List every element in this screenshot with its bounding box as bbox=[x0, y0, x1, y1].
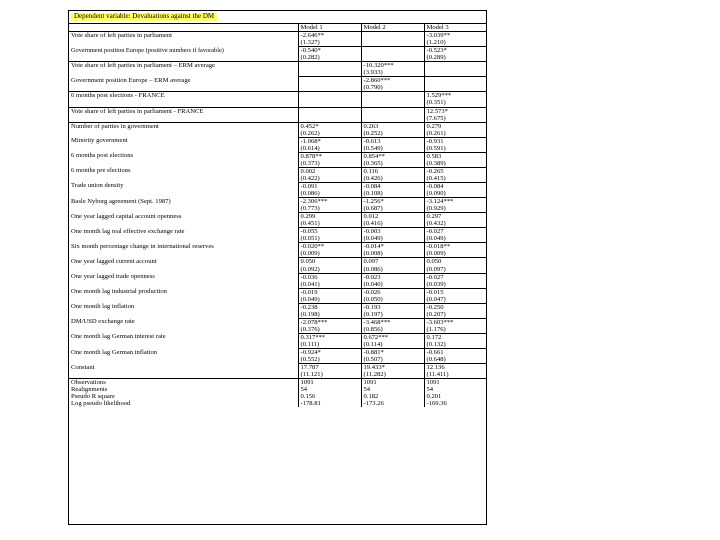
model-1-value bbox=[298, 77, 361, 85]
row-label: One month lag industrial production bbox=[69, 288, 298, 296]
row-label bbox=[69, 326, 298, 334]
model-1-value: -0.036 bbox=[298, 273, 361, 281]
model-1-value: -1.068* bbox=[298, 137, 361, 145]
model-2-value: -0.084 bbox=[361, 182, 424, 190]
model-2-value bbox=[361, 99, 424, 107]
model-1-value: -0.055 bbox=[298, 228, 361, 236]
model-1-value bbox=[298, 69, 361, 77]
model-2-value bbox=[361, 54, 424, 62]
row-label: Vote share of left parties in parliament bbox=[69, 32, 298, 40]
row-label: Pseudo R square bbox=[69, 393, 298, 400]
table-row bbox=[69, 92, 486, 100]
table-row bbox=[69, 318, 486, 326]
model-3-value: (0.132) bbox=[426, 340, 446, 348]
row-label: Trade union density bbox=[69, 182, 298, 190]
table-title: Dependent variable: Devaluations against the DM bbox=[71, 13, 217, 20]
model-1-value: 0.002 bbox=[298, 167, 361, 175]
model-3-value: 0.201 bbox=[426, 393, 442, 401]
model-3-value bbox=[424, 84, 486, 92]
model-1-value: (0.451) bbox=[298, 220, 361, 228]
model-3-value: (1.176) bbox=[426, 325, 446, 333]
model-3-value: 1091 bbox=[424, 379, 486, 387]
model-2-value: -1.256* bbox=[361, 198, 424, 206]
model-1-value: (0.373) bbox=[298, 160, 361, 168]
table-row bbox=[69, 84, 486, 92]
model-2-value: (0.040) bbox=[361, 281, 424, 289]
model-3-value: 0.583 bbox=[424, 152, 486, 160]
header-model-3: Model 3 bbox=[424, 24, 486, 32]
model-3-value: -0.661 bbox=[424, 349, 486, 357]
header-model-2: Model 2 bbox=[361, 24, 424, 32]
table-title-cell bbox=[69, 11, 486, 24]
table-row bbox=[69, 137, 486, 145]
model-3-value: 1.529*** bbox=[424, 92, 486, 100]
row-label: Realignments bbox=[69, 386, 298, 393]
row-label bbox=[69, 99, 298, 107]
row-label: Government position Europe (positive numbers if favorable) bbox=[69, 47, 298, 55]
row-label: Observations bbox=[69, 379, 298, 387]
model-2-value: (0.049) bbox=[361, 235, 424, 243]
model-3-value: -3.124*** bbox=[424, 198, 486, 206]
row-label: Number of parties in government bbox=[69, 122, 298, 130]
model-3-value: (0.289) bbox=[426, 54, 446, 62]
table-row bbox=[69, 190, 486, 198]
model-1-value: (0.051) bbox=[298, 235, 361, 243]
model-1-value: (0.773) bbox=[298, 205, 361, 213]
model-2-value: -10.320*** bbox=[361, 62, 424, 70]
model-3-value: (0.415) bbox=[426, 174, 446, 182]
row-label: Six month percentage change in international reserves bbox=[69, 243, 298, 251]
model-1-value: -0.020** bbox=[298, 243, 361, 251]
model-3-value: (0.591) bbox=[426, 144, 446, 152]
table-row bbox=[69, 77, 486, 85]
model-2-value: (0.856) bbox=[361, 326, 424, 334]
model-3-value bbox=[424, 77, 486, 85]
model-1-value bbox=[298, 107, 361, 115]
table-row bbox=[69, 356, 486, 364]
model-3-value: -0.015 bbox=[424, 288, 486, 296]
model-2-value: -0.003 bbox=[361, 228, 424, 236]
model-2-value: (0.008) bbox=[361, 250, 424, 258]
row-label bbox=[69, 296, 298, 304]
model-3-value: (1.210) bbox=[426, 39, 446, 47]
model-2-value: -2.860*** bbox=[361, 77, 424, 85]
model-1-value: -0.924* bbox=[298, 349, 361, 357]
model-3-value: (0.047) bbox=[426, 295, 446, 303]
model-3-value: (0.929) bbox=[426, 205, 446, 213]
table-row bbox=[69, 266, 486, 274]
row-label bbox=[69, 220, 298, 228]
row-label bbox=[69, 281, 298, 289]
table-row bbox=[69, 32, 486, 40]
table-row bbox=[69, 273, 486, 281]
model-1-value: -0.540* bbox=[298, 47, 361, 55]
model-2-value bbox=[361, 32, 424, 40]
model-3-value: -3.603*** bbox=[424, 318, 486, 326]
model-3-value bbox=[424, 69, 486, 77]
table-row bbox=[69, 258, 486, 266]
table-row bbox=[69, 349, 486, 357]
model-1-value bbox=[298, 92, 361, 100]
model-1-value: 54 bbox=[298, 386, 361, 393]
model-1-value: -2.306*** bbox=[298, 198, 361, 206]
row-label: Vote share of left parties in parliament – ERM average bbox=[69, 62, 298, 70]
model-3-value: 12.573* bbox=[424, 107, 486, 115]
regression-table-sheet bbox=[68, 10, 487, 525]
model-1-value: -2.646** bbox=[298, 32, 361, 40]
model-1-value: (0.552) bbox=[298, 356, 361, 364]
model-3-value: (0.261) bbox=[426, 129, 446, 137]
model-2-value: -0.026 bbox=[361, 288, 424, 296]
model-2-value: 0.182 bbox=[361, 393, 424, 400]
model-2-value: -0.023 bbox=[361, 273, 424, 281]
table-row bbox=[69, 205, 486, 213]
table-row bbox=[69, 167, 486, 175]
table-row bbox=[69, 54, 486, 62]
row-label bbox=[69, 39, 298, 47]
model-2-value: 0.854** bbox=[361, 152, 424, 160]
model-1-value: (0.262) bbox=[298, 130, 361, 138]
table-row bbox=[69, 386, 486, 393]
model-2-value: 0.097 bbox=[361, 258, 424, 266]
model-1-value bbox=[298, 84, 361, 92]
model-3-value: (7.675) bbox=[426, 114, 446, 122]
model-3-value: (0.432) bbox=[426, 220, 446, 228]
model-3-value: -0.931 bbox=[424, 137, 486, 145]
table-row bbox=[69, 288, 486, 296]
table-row bbox=[69, 281, 486, 289]
row-label bbox=[69, 356, 298, 364]
table-row bbox=[69, 175, 486, 183]
table-row bbox=[69, 130, 486, 138]
regression-table-body bbox=[69, 11, 486, 407]
model-2-value bbox=[361, 107, 424, 115]
model-1-value: 0.452* bbox=[298, 122, 361, 130]
table-row bbox=[69, 182, 486, 190]
row-label: One month lag German interest rate bbox=[69, 333, 298, 341]
model-1-value: 0.156 bbox=[298, 393, 361, 400]
model-2-value: 0.012 bbox=[361, 213, 424, 221]
row-label: One year lagged current account bbox=[69, 258, 298, 266]
model-1-value: -178.81 bbox=[298, 400, 361, 407]
model-3-value: 0.050 bbox=[424, 258, 486, 266]
model-1-value: (0.282) bbox=[298, 54, 361, 62]
table-row bbox=[69, 296, 486, 304]
row-label: Minority government bbox=[69, 137, 298, 145]
model-3-value: -0.084 bbox=[424, 182, 486, 190]
model-1-value bbox=[298, 62, 361, 70]
model-3-value bbox=[424, 62, 486, 70]
row-label: One year lagged trade openness bbox=[69, 273, 298, 281]
row-label: One month lag real effective exchange rate bbox=[69, 228, 298, 236]
regression-table bbox=[69, 11, 486, 407]
model-1-value: (0.111) bbox=[298, 341, 361, 349]
row-label bbox=[69, 371, 298, 379]
table-row bbox=[69, 160, 486, 168]
model-3-value: -3.039** bbox=[426, 32, 451, 40]
model-1-value: -0.238 bbox=[298, 303, 361, 311]
model-2-value: (0.252) bbox=[361, 130, 424, 138]
model-2-value bbox=[361, 115, 424, 123]
row-label bbox=[69, 205, 298, 213]
model-2-value: (0.549) bbox=[361, 145, 424, 153]
row-label: Vote share of left parties in parliament - FRANCE bbox=[69, 107, 298, 115]
table-row bbox=[69, 326, 486, 334]
row-label: DM/USD exchange rate bbox=[69, 318, 298, 326]
model-1-value: -2.078*** bbox=[298, 318, 361, 326]
row-label bbox=[69, 130, 298, 138]
table-row bbox=[69, 379, 486, 387]
row-label bbox=[69, 311, 298, 319]
model-2-value: 0.263 bbox=[361, 122, 424, 130]
model-2-value: (3.933) bbox=[361, 69, 424, 77]
model-1-value: (0.009) bbox=[298, 250, 361, 258]
model-2-value: 0.672*** bbox=[361, 333, 424, 341]
row-label bbox=[69, 190, 298, 198]
model-3-value: -0.250 bbox=[424, 303, 486, 311]
model-2-value bbox=[361, 92, 424, 100]
model-1-value: (0.614) bbox=[298, 145, 361, 153]
model-2-value: (11.282) bbox=[361, 371, 424, 379]
table-row bbox=[69, 213, 486, 221]
model-1-value: 0.299 bbox=[298, 213, 361, 221]
table-row bbox=[69, 62, 486, 70]
model-3-value: -169.36 bbox=[426, 400, 447, 408]
model-2-value: (0.365) bbox=[361, 160, 424, 168]
model-2-value: (0.050) bbox=[361, 296, 424, 304]
table-row bbox=[69, 250, 486, 258]
row-label bbox=[69, 250, 298, 258]
model-2-value: (0.086) bbox=[361, 266, 424, 274]
table-row bbox=[69, 220, 486, 228]
table-row bbox=[69, 39, 486, 47]
row-label bbox=[69, 160, 298, 168]
model-1-value: (11.121) bbox=[298, 371, 361, 379]
row-label: Government position Europe – ERM average bbox=[69, 77, 298, 85]
row-label: 6 months pre elections bbox=[69, 167, 298, 175]
table-header-row bbox=[69, 24, 486, 32]
row-label bbox=[69, 84, 298, 92]
row-label: One year lagged capital account openness bbox=[69, 213, 298, 221]
model-2-value: (0.197) bbox=[361, 311, 424, 319]
row-label bbox=[69, 235, 298, 243]
model-1-value: 17.787 bbox=[298, 364, 361, 372]
model-3-value: 0.172 bbox=[424, 333, 486, 341]
model-2-value: 0.116 bbox=[361, 167, 424, 175]
row-label bbox=[69, 341, 298, 349]
row-label bbox=[69, 69, 298, 77]
table-row bbox=[69, 107, 486, 115]
model-3-value: -0.265 bbox=[424, 167, 486, 175]
model-2-value: -3.468*** bbox=[361, 318, 424, 326]
model-2-value: (0.790) bbox=[361, 84, 424, 92]
row-label bbox=[69, 115, 298, 123]
model-1-value bbox=[298, 115, 361, 123]
model-3-value: (0.648) bbox=[426, 356, 446, 364]
model-2-value bbox=[361, 39, 424, 47]
model-1-value: 1091 bbox=[298, 379, 361, 387]
table-row bbox=[69, 364, 486, 372]
model-1-value: (1.327) bbox=[298, 39, 361, 47]
row-label: Constant bbox=[69, 364, 298, 372]
model-2-value: 1091 bbox=[361, 379, 424, 387]
row-label bbox=[69, 145, 298, 153]
model-2-value: (0.114) bbox=[361, 341, 424, 349]
model-2-value: (0.687) bbox=[361, 205, 424, 213]
model-1-value: -0.019 bbox=[298, 288, 361, 296]
table-row bbox=[69, 47, 486, 55]
model-2-value: -0.881* bbox=[361, 349, 424, 357]
table-row bbox=[69, 152, 486, 160]
table-row bbox=[69, 393, 486, 400]
table-row bbox=[69, 99, 486, 107]
table-row bbox=[69, 198, 486, 206]
model-1-value: (0.041) bbox=[298, 281, 361, 289]
model-1-value: 0.317*** bbox=[298, 333, 361, 341]
row-label bbox=[69, 54, 298, 62]
table-row bbox=[69, 122, 486, 130]
model-2-value: -0.193 bbox=[361, 303, 424, 311]
model-2-value: (0.426) bbox=[361, 175, 424, 183]
model-2-value: -0.014* bbox=[361, 243, 424, 251]
model-1-value: (0.376) bbox=[298, 326, 361, 334]
model-2-value: 19.433* bbox=[361, 364, 424, 372]
row-label: One month lag German inflation bbox=[69, 349, 298, 357]
model-3-value: (0.039) bbox=[426, 280, 446, 288]
model-2-value: 54 bbox=[361, 386, 424, 393]
model-1-value: (0.198) bbox=[298, 311, 361, 319]
header-blank bbox=[69, 24, 298, 32]
model-3-value: -0.018** bbox=[424, 243, 486, 251]
row-label: 6 months post elections bbox=[69, 152, 298, 160]
row-label: One month lag inflation bbox=[69, 303, 298, 311]
header-model-1: Model 1 bbox=[298, 24, 361, 32]
table-row bbox=[69, 235, 486, 243]
model-3-value: 0.297 bbox=[424, 213, 486, 221]
table-row bbox=[69, 333, 486, 341]
model-3-value: 12.136 bbox=[424, 364, 486, 372]
row-label: Log pseudo likelihood bbox=[69, 400, 298, 407]
model-2-value: -0.613 bbox=[361, 137, 424, 145]
table-row bbox=[69, 243, 486, 251]
row-label: 6 months post elections - FRANCE bbox=[69, 92, 298, 100]
model-3-value: -0.523* bbox=[424, 47, 486, 55]
model-1-value: (0.086) bbox=[298, 190, 361, 198]
model-1-value: -0.091 bbox=[298, 182, 361, 190]
table-row bbox=[69, 311, 486, 319]
model-3-value: (0.389) bbox=[426, 159, 446, 167]
model-3-value: -0.027 bbox=[424, 228, 486, 236]
table-row bbox=[69, 341, 486, 349]
model-2-value bbox=[361, 47, 424, 55]
table-row bbox=[69, 145, 486, 153]
model-3-value: -0.027 bbox=[424, 273, 486, 281]
model-3-value: (0.009) bbox=[426, 250, 446, 258]
model-2-value: (0.507) bbox=[361, 356, 424, 364]
model-3-value: (0.090) bbox=[426, 190, 446, 198]
model-1-value bbox=[298, 99, 361, 107]
model-3-value: (0.097) bbox=[426, 265, 446, 273]
table-title-row bbox=[69, 11, 486, 24]
row-label: Basle Nyborg agreement (Sept. 1987) bbox=[69, 198, 298, 206]
model-2-value: (0.108) bbox=[361, 190, 424, 198]
model-2-value: (0.416) bbox=[361, 220, 424, 228]
table-row bbox=[69, 228, 486, 236]
model-1-value: (0.422) bbox=[298, 175, 361, 183]
model-3-value: (0.351) bbox=[426, 99, 446, 107]
model-1-value: (0.049) bbox=[298, 296, 361, 304]
table-row bbox=[69, 400, 486, 407]
model-1-value: 0.878** bbox=[298, 152, 361, 160]
table-row bbox=[69, 69, 486, 77]
model-2-value: -173.26 bbox=[361, 400, 424, 407]
model-1-value: (0.092) bbox=[298, 266, 361, 274]
row-label bbox=[69, 266, 298, 274]
model-3-value: 54 bbox=[426, 386, 434, 394]
row-label bbox=[69, 175, 298, 183]
table-row bbox=[69, 115, 486, 123]
table-row bbox=[69, 371, 486, 379]
model-3-value: (11.411) bbox=[426, 371, 449, 379]
model-1-value: 0.050 bbox=[298, 258, 361, 266]
table-row bbox=[69, 303, 486, 311]
model-3-value: 0.279 bbox=[424, 122, 486, 130]
model-3-value: (0.049) bbox=[426, 235, 446, 243]
model-3-value: (0.207) bbox=[426, 310, 446, 318]
